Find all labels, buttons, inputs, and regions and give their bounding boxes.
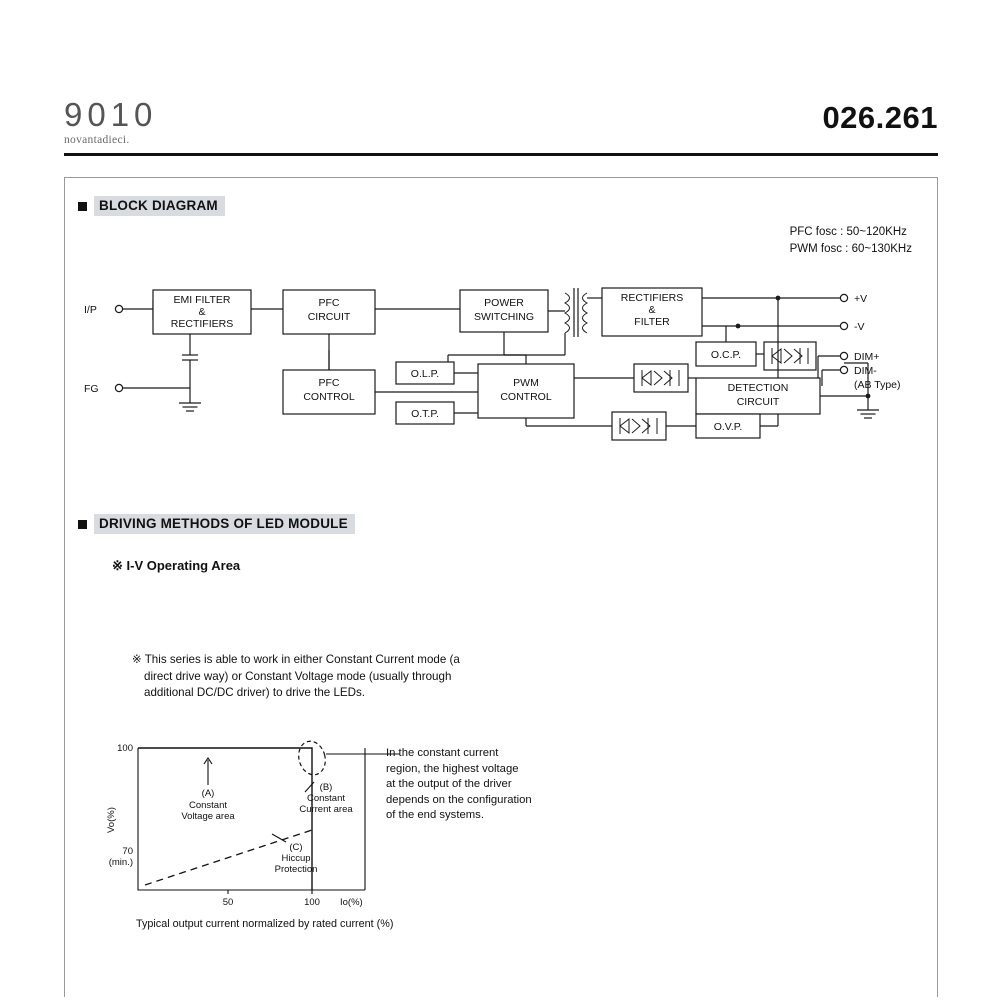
chart-xtick-100: 100 bbox=[304, 897, 320, 908]
block-diagram-figure bbox=[78, 260, 928, 490]
block-power-switching-line1: POWER bbox=[484, 297, 524, 309]
block-ocp-label: O.C.P. bbox=[710, 349, 742, 361]
bullet-square-icon bbox=[78, 202, 87, 211]
terminal-dim-minus bbox=[840, 366, 847, 373]
chart-annot-a-id: (A) bbox=[201, 788, 215, 799]
section-heading-label-2: DRIVING METHODS OF LED MODULE bbox=[94, 514, 355, 534]
series-mode-note bbox=[132, 652, 552, 702]
chart-ylabel: Vo(%) bbox=[106, 807, 117, 833]
iv-operating-area-label: ※ I-V Operating Area bbox=[112, 558, 241, 573]
label-dim-plus: DIM+ bbox=[854, 351, 880, 363]
fosc-pfc-note: PFC fosc : 50~120KHz bbox=[789, 226, 907, 238]
cc-note-line-3: at the output of the driver bbox=[386, 778, 512, 790]
logo-subtitle: novantadieci. bbox=[64, 134, 130, 146]
label-vplus: +V bbox=[854, 293, 868, 305]
block-detection-line2: CIRCUIT bbox=[736, 396, 780, 408]
cc-note-line-1: In the constant current bbox=[386, 747, 499, 759]
chart-annot-c-line1: Hiccup bbox=[281, 853, 311, 864]
chart-annot-b-line1: Constant bbox=[306, 793, 346, 804]
block-rect-line2: & bbox=[648, 304, 656, 316]
brand-logo bbox=[64, 98, 157, 146]
terminal-fg bbox=[115, 384, 122, 391]
block-emi-line2: & bbox=[198, 306, 206, 318]
series-note-line-1: ※ This series is able to work in either Constant Current mode (a bbox=[132, 653, 460, 666]
block-pfc-control-line2: CONTROL bbox=[303, 391, 355, 403]
label-vminus: -V bbox=[854, 321, 865, 333]
terminal-dim-plus bbox=[840, 352, 847, 359]
chart-ytick-70-min: (min.) bbox=[108, 857, 133, 868]
cc-note-line-4: depends on the configuration bbox=[386, 793, 532, 806]
label-ip: I/P bbox=[84, 304, 97, 316]
section-heading-driving-methods bbox=[78, 514, 355, 534]
block-ovp-label: O.V.P. bbox=[713, 421, 743, 433]
block-pfc-circuit-line1: PFC bbox=[318, 297, 340, 309]
section-heading-label: BLOCK DIAGRAM bbox=[94, 196, 225, 216]
chart-ytick-100: 100 bbox=[117, 743, 133, 754]
section-heading-block-diagram bbox=[78, 196, 225, 216]
terminal-ip bbox=[115, 305, 122, 312]
page-header bbox=[0, 0, 1000, 160]
chart-annot-c-id: (C) bbox=[289, 842, 303, 853]
chart-annot-c-leader bbox=[272, 834, 286, 842]
label-dim-minus: DIM- bbox=[854, 365, 877, 377]
chart-annot-b-line2: Current area bbox=[299, 804, 353, 815]
terminal-vminus bbox=[840, 322, 847, 329]
block-detection-line1: DETECTION bbox=[727, 382, 789, 394]
block-rect-line1: RECTIFIERS bbox=[620, 292, 684, 304]
fosc-pwm-note: PWM fosc : 60~130KHz bbox=[789, 243, 912, 255]
document-code: 026.261 bbox=[822, 100, 938, 135]
block-emi-line3: RECTIFIERS bbox=[170, 318, 234, 330]
block-rect-line3: FILTER bbox=[634, 316, 670, 328]
iv-operating-area-chart bbox=[100, 730, 660, 940]
block-olp-label: O.L.P. bbox=[410, 368, 440, 380]
series-note-line-3: additional DC/DC driver) to drive the LEDs. bbox=[144, 686, 366, 699]
block-pwm-control-line2: CONTROL bbox=[500, 391, 552, 403]
chart-xtick-50: 50 bbox=[222, 897, 234, 908]
constant-current-note bbox=[386, 746, 546, 824]
block-otp-label: O.T.P. bbox=[411, 408, 439, 420]
chart-caption: Typical output current normalized by rated current (%) bbox=[136, 918, 394, 930]
terminal-vplus bbox=[840, 294, 847, 301]
chart-ytick-70: 70 bbox=[122, 846, 133, 857]
chart-annot-a-line2: Voltage area bbox=[181, 811, 235, 822]
block-pfc-control-line1: PFC bbox=[318, 377, 340, 389]
block-pfc-circuit-line2: CIRCUIT bbox=[307, 311, 351, 323]
fosc-notes bbox=[790, 224, 912, 258]
label-fg: FG bbox=[84, 383, 99, 395]
cc-note-line-5: of the end systems. bbox=[386, 809, 484, 821]
chart-xlabel: Io(%) bbox=[340, 897, 363, 908]
chart-annot-c-line2: Protection bbox=[274, 864, 318, 875]
series-note-line-2: direct drive way) or Constant Voltage mode (usually through bbox=[144, 669, 452, 683]
bullet-square-icon-2 bbox=[78, 520, 87, 529]
cc-note-line-2: region, the highest voltage bbox=[386, 762, 519, 775]
transformer-icon bbox=[565, 288, 587, 337]
chart-annot-b-id: (B) bbox=[319, 782, 333, 793]
chart-annot-a-line1: Constant bbox=[188, 800, 228, 811]
logo-mark: 9010 bbox=[64, 96, 158, 133]
block-emi-line1: EMI FILTER bbox=[173, 294, 231, 306]
block-pwm-control-line1: PWM bbox=[513, 377, 539, 389]
header-divider bbox=[64, 153, 938, 156]
label-ab-type: (AB Type) bbox=[854, 379, 901, 391]
chart-axes bbox=[138, 748, 365, 890]
block-power-switching-line2: SWITCHING bbox=[473, 311, 535, 323]
